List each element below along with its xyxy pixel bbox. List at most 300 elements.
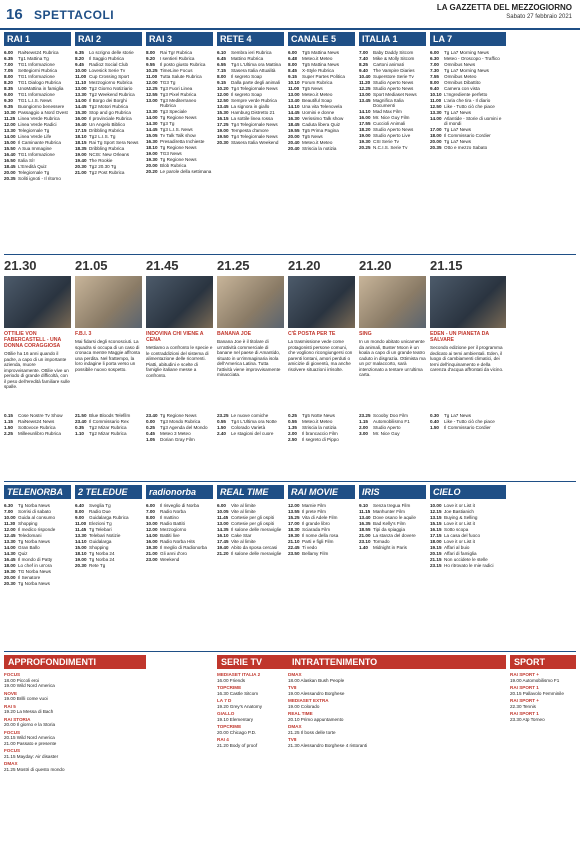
program-title: Tg4 L'Ultima ora Mattina [231,62,281,67]
program-title: Radio Norba Hits [160,539,195,544]
program-row [359,109,426,114]
program-title: Il risveglio di Norba [160,503,200,508]
program-row [75,128,142,133]
program-time: 23.10 [359,539,371,544]
program-time: 8.25 [359,62,368,67]
late-schedule-2 [146,413,213,477]
program-time: 18.15 [75,140,87,145]
program-row [217,68,284,73]
program-title: Sembra ieri Rubrica [231,50,272,55]
program-time: 9.15 [288,74,297,79]
program-time: 0.35 [75,425,84,430]
program-title: Tg La7 Morning News [444,50,489,55]
program-title: Beautiful Soap [302,98,332,103]
section-channel: RAI 4 [217,737,229,742]
program-time: 6.40 [75,503,84,508]
program-row [146,80,213,85]
program-time: 19.55 [288,128,300,133]
program-time: 13.45 [217,104,229,109]
highlight-time: 21.20 [288,258,321,273]
program-time: 13.30 [4,539,16,544]
program-title: Vite al limite [231,509,256,514]
program-title: Soliti ignoti - Il ritorno [18,176,61,181]
program-time: 16.30 [146,139,158,145]
program-time: 19.00 [359,133,371,139]
highlight-description: Ottilie ha 16 anni quando il padre, a capo di un importante azienda, muore improvvisamente. Ottilie vive un periodo di grande difficoltà, con il peso dell'eredità familiare sulle spalle. [4,351,70,389]
program-title: Il meglio di Radionorba [160,545,207,550]
program-title: L'Eredità Quiz [18,164,47,169]
section-block [288,737,506,748]
program-time: 14.00 [146,533,158,538]
program-title: Tg Telebari [89,527,112,532]
program-time: 11.00 [146,74,158,79]
highlight-photo [217,276,284,328]
program-row [288,134,355,139]
program-title: Il medico risponde [18,527,56,532]
program-row [430,503,506,508]
program-time: 16.10 [217,533,229,538]
channel-header-2: RAI 3 [146,32,213,46]
program-title: Like - Tutto ciò che piace [444,104,495,109]
program-title: Sorrisi di sabato [18,509,51,514]
program-time: 13.00 [288,92,300,97]
program-title: Love it or List it [444,503,475,508]
program-row [217,140,284,145]
program-row [217,50,284,55]
program-row [75,50,142,55]
program-title: Omnibus Meteo [444,74,477,79]
program-time: 21.50 [75,413,87,418]
program-title: Il grande libro [302,521,330,526]
brand-header-6: CIELO [430,485,506,499]
program-row [4,563,71,568]
program-title: Teledomani [18,533,42,538]
program-time: 6.48 [288,56,297,61]
section-channel: FOCUS [4,672,21,677]
program-title: Sciarada Film [302,527,331,532]
program-title: Tg Regione News [160,115,197,121]
program-row [75,509,142,514]
highlight-description: In un mondo abitato unicamente da animali, Buster Moon è un koala a capo di un grande teatro caduto in disgrazia. Ottimista ma un po' malaccorto, sarà intenzionato a tentare un'ultima carta. [359,339,426,377]
program-row [146,50,213,55]
brand-schedule-4 [288,503,355,648]
program-time: 19.30 [146,545,158,550]
program-row [430,139,506,144]
program-title: Sotto scopa [444,527,469,532]
section-item: 18.00 Alaskan Bush People [288,677,345,683]
section-item: 20.00 Chicago P.D. [217,729,257,735]
program-title: Abito da sposa cercasi [231,545,278,550]
program-time: 9.55 [146,62,155,67]
channel-schedule-2 [146,50,213,250]
section-item: 21.25 Il boss delle torte [288,729,336,735]
section-block [288,711,506,722]
program-time: 17.25 [217,122,229,127]
program-title: Radio Norba [160,509,186,514]
program-time: 14.45 [75,104,87,109]
program-title: Il segreto di Pippo [302,437,339,442]
program-row [4,515,71,520]
program-title: Linea Verde Radici [18,122,57,127]
program-title: Studio Aperto News [373,127,414,133]
program-time: 18.00 [430,539,442,544]
program-row [359,68,426,73]
program-row [359,503,426,508]
program-title: Tg3 Fuori Linea [160,86,193,91]
program-time: 6.00 [4,50,13,55]
issue-date: Sabato 27 febbraio 2021 [506,14,572,20]
section-block [510,698,576,709]
section-item: 19.20 Grey's Anatomy [217,703,263,709]
program-row [75,551,142,556]
program-time: 13.30 [146,109,158,115]
program-row [217,545,284,550]
program-time: 19.30 [4,569,16,574]
program-time: 18.00 [4,563,16,568]
program-time: 0.00 [146,419,155,424]
program-row [430,563,506,568]
program-title: Tg4 Telegiornale News [231,122,278,127]
program-row [217,521,284,526]
program-time: 19.30 [146,157,158,163]
program-row [288,515,355,520]
program-row [146,509,213,514]
program-row [4,509,71,514]
section-block [288,698,506,709]
program-title: Tg3 Mondo Rubrica [160,419,201,424]
program-row [430,419,506,424]
program-title: Le nuove comiche [231,413,269,418]
brand-header-5: IRIS [359,485,426,499]
program-time: 23.15 [430,563,442,568]
program-row [75,521,142,526]
program-row [359,133,426,138]
program-time: 21.15 [430,557,442,562]
program-title: Tg Regione News [160,145,197,151]
program-row [288,122,355,127]
program-time: 21.10 [288,539,300,544]
program-row [75,110,142,115]
program-title: Tg4 Telegiornale News [231,134,278,139]
program-row [146,121,213,126]
section-item: 20.15 Pallavolo Femminile [510,690,564,696]
program-title: Striscia la notizia [302,146,337,151]
program-title: Sottovoce Rubrica [18,425,56,430]
program-time: 11.00 [430,98,442,103]
program-title: RaiNews24 News [18,419,55,424]
program-row [146,527,213,532]
section-channel: DMAX [288,724,302,729]
program-time: 9.00 [75,515,84,520]
section-item: 21.20 Body of proof [217,742,258,748]
program-time: 11.25 [4,116,16,121]
channel-schedule-5 [359,50,426,250]
program-row [4,56,71,61]
section-title: SPETTACOLI [34,8,115,22]
program-row [75,98,142,103]
program-title: Omnibus Dibattito [444,80,481,85]
program-time: 8.00 [146,50,155,55]
program-time: 14.35 [217,527,229,532]
section-channel: MEDIASET EXTRA [288,698,329,703]
program-title: La stanza del dovere [373,533,416,538]
program-time: 14.00 [430,116,442,121]
program-title: Cortesie per gli ospiti [231,515,274,520]
program-title: Radio Battiti [160,521,185,526]
program-row [430,515,506,520]
program-row [75,527,142,532]
program-time: 16.45 [4,557,16,562]
program-title: X-Style Rubrica [302,68,334,73]
program-title: Meteo.it Meteo [302,56,333,61]
program-title: Tg5 Mattina News [302,50,340,55]
program-title: Dribbling Rubrica [89,146,125,151]
channel-header-6: LA 7 [430,32,506,46]
program-time: 20.30 [75,563,87,568]
program-time: 11.10 [75,80,87,85]
program-row [359,115,426,120]
program-title: Tutta Salute Rubrica [160,74,202,79]
program-time: 1.05 [146,437,155,442]
program-row [4,158,71,163]
program-time: 20.00 [146,163,158,169]
program-time: 16.00 [359,115,371,121]
program-time: 19.00 [75,557,87,562]
program-title: Super Partes Politica [302,74,345,79]
program-title: TG1 Dialogo Rubrica [18,80,61,85]
program-row [75,539,142,544]
program-row [217,419,284,424]
program-title: Il segreto Soap [231,92,262,97]
program-title: Affari di famiglia [444,551,477,556]
program-row [430,539,506,544]
program-row [217,80,284,85]
program-time: 20.35 [4,176,16,181]
program-time: 15.25 [288,515,300,520]
program-row [75,122,142,127]
program-time: 2.25 [4,431,13,436]
program-time: 0.25 [288,413,297,418]
program-row [359,121,426,126]
section-channel: TV8 [288,685,297,690]
program-time: 1.50 [4,425,13,430]
program-time: 11.00 [75,521,87,526]
highlight-description: Mai fidarsi degli sconosciuti. La squadra si occupa di un caso di cronaca mentre Maggie affronta una perdita. Nel frattempo, la loro indagine li porta verso un possibile nuovo sospetto. [75,339,141,372]
section-item: 19.00 Alessandro Borghese [288,690,345,696]
program-title: Radio2 Social Club [89,62,129,67]
program-title: Tg Norba News [18,503,50,508]
highlight-time: 21.45 [146,258,179,273]
program-row [75,134,142,139]
section-list-3 [510,672,576,837]
program-row [75,116,142,121]
program-time: 13.30 [430,110,442,115]
program-time: 20.35 [430,145,442,151]
program-title: Scooby Doo Film [373,413,408,418]
program-row [4,98,71,103]
program-row [4,539,71,544]
program-title: N.C.I.S. Serie Tv [373,145,408,151]
program-row [217,92,284,97]
program-row [4,134,71,139]
program-title: Il segreto Soap [231,74,262,79]
program-time: 14.00 [4,545,16,550]
program-row [430,86,506,91]
program-time: 12.15 [430,509,442,514]
channel-header-0: RAI 1 [4,32,71,46]
program-row [75,164,142,169]
program-time: 1.35 [288,425,297,430]
program-title: RaiNews24 Rubrica [18,50,59,55]
program-time: 8.00 [75,509,84,514]
program-title: Buying & Selling [444,515,478,520]
program-title: Linea Verde Life [18,134,52,139]
program-title: Mad Max Film [373,109,402,115]
program-title: Radio Due [89,509,111,514]
program-row [430,509,506,514]
program-row [146,419,213,424]
program-time: 11.00 [75,74,87,79]
program-row [217,413,284,418]
program-title: Linea Verde Rubrica [18,116,60,121]
program-row [75,140,142,145]
program-time: 9.20 [146,56,155,61]
program-row [430,133,506,138]
channel-schedule-4 [288,50,355,250]
program-time: 16.00 [146,539,158,544]
program-title: Dove osano le aquile [373,515,416,520]
program-time: 8.35 [4,86,13,91]
program-title: Joe Bastianich [444,509,474,514]
section-item: 19.00 Colorado [288,703,320,709]
program-title: Marnie Film [302,503,326,508]
program-row [75,80,142,85]
highlight-1 [75,258,142,372]
program-time: 11.45 [217,515,229,520]
program-title: Tg La7 News [444,110,472,115]
section-block [288,672,506,683]
program-row [430,551,506,556]
program-time: 14.30 [146,121,158,127]
highlight-4 [288,258,355,372]
highlight-description: La trasmissione vede come protagonisti persone comuni, che vogliono ricongiungersi con parenti lontani, amori perduti o amicizie di gioventù, ma anche risolvere situazioni irrisolte. [288,339,353,372]
program-time: 20.30 [4,581,16,586]
section-item: 19.20 La Messa di Bach [4,709,54,714]
program-time: 10.40 [359,74,371,79]
program-row [4,140,71,145]
program-time: 13.30 [4,128,16,133]
program-time: 0.25 [146,425,155,430]
program-title: Ti vedo [302,545,317,550]
program-title: Passaggio a Nord Ovest [18,110,68,115]
program-time: 9.15 [217,80,226,85]
program-row [75,152,142,157]
program-title: Midnight in Paris [373,545,407,550]
program-row [288,92,355,97]
section-list-2 [288,672,506,837]
program-row [4,569,71,574]
program-time: 17.00 [430,127,442,133]
program-time: 18.10 [146,145,158,151]
program-row [146,533,213,538]
program-row [217,62,284,67]
program-row [4,152,71,157]
highlight-title: BANANA JOE [217,331,252,337]
program-time: 11.45 [75,527,87,532]
program-time: 18.10 [75,551,87,556]
program-row [146,127,213,132]
program-time: 0.15 [4,413,13,418]
section-item: 16.30 Castle Sitcom [217,690,259,696]
program-title: Tg3 Pixel Rubrica [160,92,197,97]
highlight-3 [217,258,284,378]
program-time: 6.35 [75,50,84,55]
program-row [359,413,426,418]
program-row [146,139,213,144]
section-channel: DMAX [288,672,302,677]
program-time: 20.30 [75,164,87,169]
program-title: Senza tregua Film [373,503,411,508]
section-channel: RAI SPORT 1 [510,685,539,690]
program-row [75,62,142,67]
program-time: 14.00 [4,134,16,139]
program-title: Meteo 3 Meteo [160,431,191,436]
highlight-title: EDEN - UN PIANETA DA SALVARE [430,331,489,343]
program-title: Cortesie per gli ospiti [231,521,274,526]
program-row [430,80,506,85]
program-title: Stasera Italia Weekend [231,140,279,145]
channel-schedule-0 [4,50,71,250]
program-time: 14.45 [146,127,158,133]
program-time: 20.20 [146,169,158,175]
program-time: 3.00 [359,431,368,436]
program-title: Tg La7 News [444,413,472,418]
program-time: 11.15 [359,509,371,514]
section-item: 19.00 Brilli come vuoi [4,696,48,701]
highlight-title: F.B.I. 3 [75,331,92,337]
program-time: 1.50 [430,425,439,430]
program-title: I sentieri Rubrica [160,56,195,61]
program-time: 7.55 [430,74,439,79]
section-channel: TOPCRIME [217,724,242,729]
program-title: Studio Aperto News [373,86,414,91]
program-title: Cose Nostre Tv Show [18,413,63,418]
program-row [146,86,213,91]
program-time: 7.15 [217,68,226,73]
program-row [359,425,426,430]
program-time: 13.45 [359,98,371,103]
highlight-photo [359,276,426,328]
program-title: TG3 Tg [160,80,176,85]
section-header-1: SERIE TV [217,655,359,669]
program-title: Vita di Adele Film [302,515,338,520]
program-title: A Sua Immagine [18,146,52,151]
program-title: Tg2 Mizar Rubrica [89,431,127,436]
section-header-3: SPORT [510,655,576,669]
highlight-time: 21.05 [75,258,108,273]
program-time: 13.40 [359,515,371,520]
program-title: Studio Aperto Live [373,133,411,139]
program-row [430,145,506,150]
highlight-description: Secondo edizione per il programma dedicato ai temi ambientali. Eden, il luogo di cambiamenti climatici, dei temi dell'inquinamento e della carenza d'acqua affrontati da vicino. [430,345,504,372]
program-title: Meteo.it Meteo [302,92,333,97]
brand-schedule-3 [217,503,284,648]
program-time: 23.40 [75,419,87,424]
program-time: 13.30 [75,533,87,538]
program-title: Tg La7 News [444,139,472,145]
program-title: Lo chef in un'ora [18,563,52,568]
program-time: 7.00 [4,62,13,67]
